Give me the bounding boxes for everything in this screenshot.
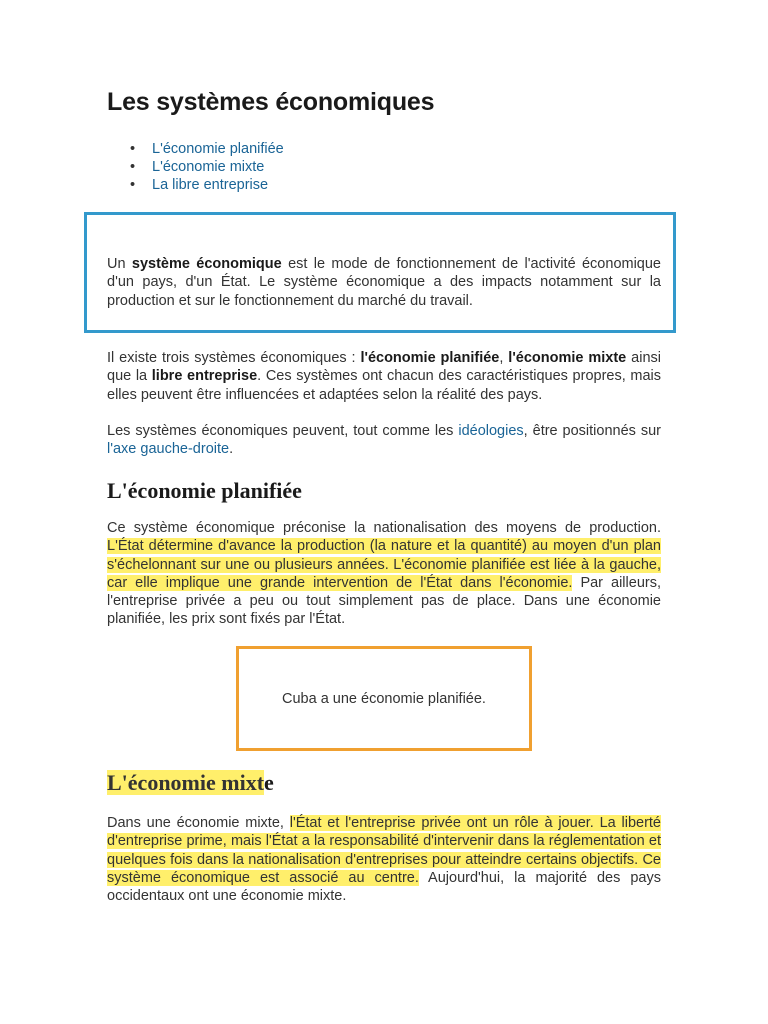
- heading-rest: e: [264, 770, 274, 795]
- positioning-text: , être positionnés sur: [523, 423, 661, 439]
- table-of-contents: [107, 140, 284, 194]
- axe-gauche-droite-link[interactable]: l'axe gauche-droite: [107, 441, 230, 458]
- intro-text: Il existe trois systèmes économiques :: [107, 350, 361, 366]
- definition-text: [107, 255, 661, 310]
- mixte-paragraph: [107, 814, 661, 905]
- positioning-text: .: [229, 441, 234, 458]
- mixte-highlight: l'État et l'entreprise privée ont un rôle à jouer. La liberté d'entreprise prime, mais l'État a la responsabilité d'intervenir dans la réglementation et quelques fois dans la nationalisation d'entreprises pour atteindre certains objectifs. Ce système économique est associé au centre.: [107, 815, 661, 886]
- intro-term-libre: libre entreprise: [151, 368, 258, 385]
- mixte-text: Dans une économie mixte,: [107, 815, 290, 831]
- planifiee-highlight: L'État détermine d'avance la production (la nature et la quantité) au moyen d'un plan s'échelonnant sur une ou plusieurs années. L'économie planifiée est liée à la gauche, car elle implique une grande intervention de l'État dans l'économie.: [107, 538, 661, 591]
- example-box: [236, 646, 532, 751]
- ideologies-link[interactable]: idéologies: [458, 423, 524, 439]
- positioning-paragraph: [107, 422, 661, 459]
- toc-link-mixte[interactable]: L'économie mixte: [152, 159, 265, 175]
- definition-box: [84, 212, 676, 333]
- positioning-text: Les systèmes économiques peuvent, tout comme les: [107, 423, 459, 439]
- intro-term-mixte: l'économie mixte: [508, 350, 627, 366]
- planifiee-text: Par ailleurs, l'entreprise privée a peu ou tout simplement pas de place. Dans une économie planifiée, les prix sont fixés par l'État.: [107, 574, 661, 628]
- toc-link-planifiee[interactable]: L'économie planifiée: [152, 141, 284, 157]
- definition-term: système économique: [131, 256, 282, 272]
- definition-pre: Un: [107, 256, 132, 272]
- toc-item: [152, 176, 284, 194]
- intro-text: ainsi que la: [107, 350, 661, 385]
- page-title: Les systèmes économiques: [107, 88, 435, 116]
- intro-paragraph: [107, 349, 661, 404]
- definition-post: est le mode de fonctionnement de l'activité économique d'un pays, d'un État. Le système économique a des impacts notamment sur la production et sur le fonctionnement du marché du travail.: [107, 256, 661, 309]
- intro-term-planifiee: l'économie planifiée: [360, 350, 500, 366]
- planifiee-paragraph: [107, 519, 661, 629]
- intro-text: . Ces systèmes ont chacun des caractéristiques propres, mais elles peuvent être influencées et adaptées selon la réalité des pays.: [107, 368, 661, 403]
- heading-highlight: L'économie mixt: [107, 770, 265, 795]
- example-text: Cuba a une économie planifiée.: [282, 690, 486, 707]
- section-heading-planifiee: L'économie planifiée: [107, 478, 302, 503]
- section-heading-mixte: [107, 770, 274, 796]
- toc-item: [152, 140, 284, 158]
- intro-text: ,: [499, 350, 509, 366]
- toc-link-libre-entreprise[interactable]: La libre entreprise: [152, 177, 269, 193]
- planifiee-text: Ce système économique préconise la nationalisation des moyens de production.: [107, 520, 661, 536]
- toc-item: [152, 158, 284, 176]
- mixte-text: Aujourd'hui, la majorité des pays occidentaux ont une économie mixte.: [107, 869, 661, 905]
